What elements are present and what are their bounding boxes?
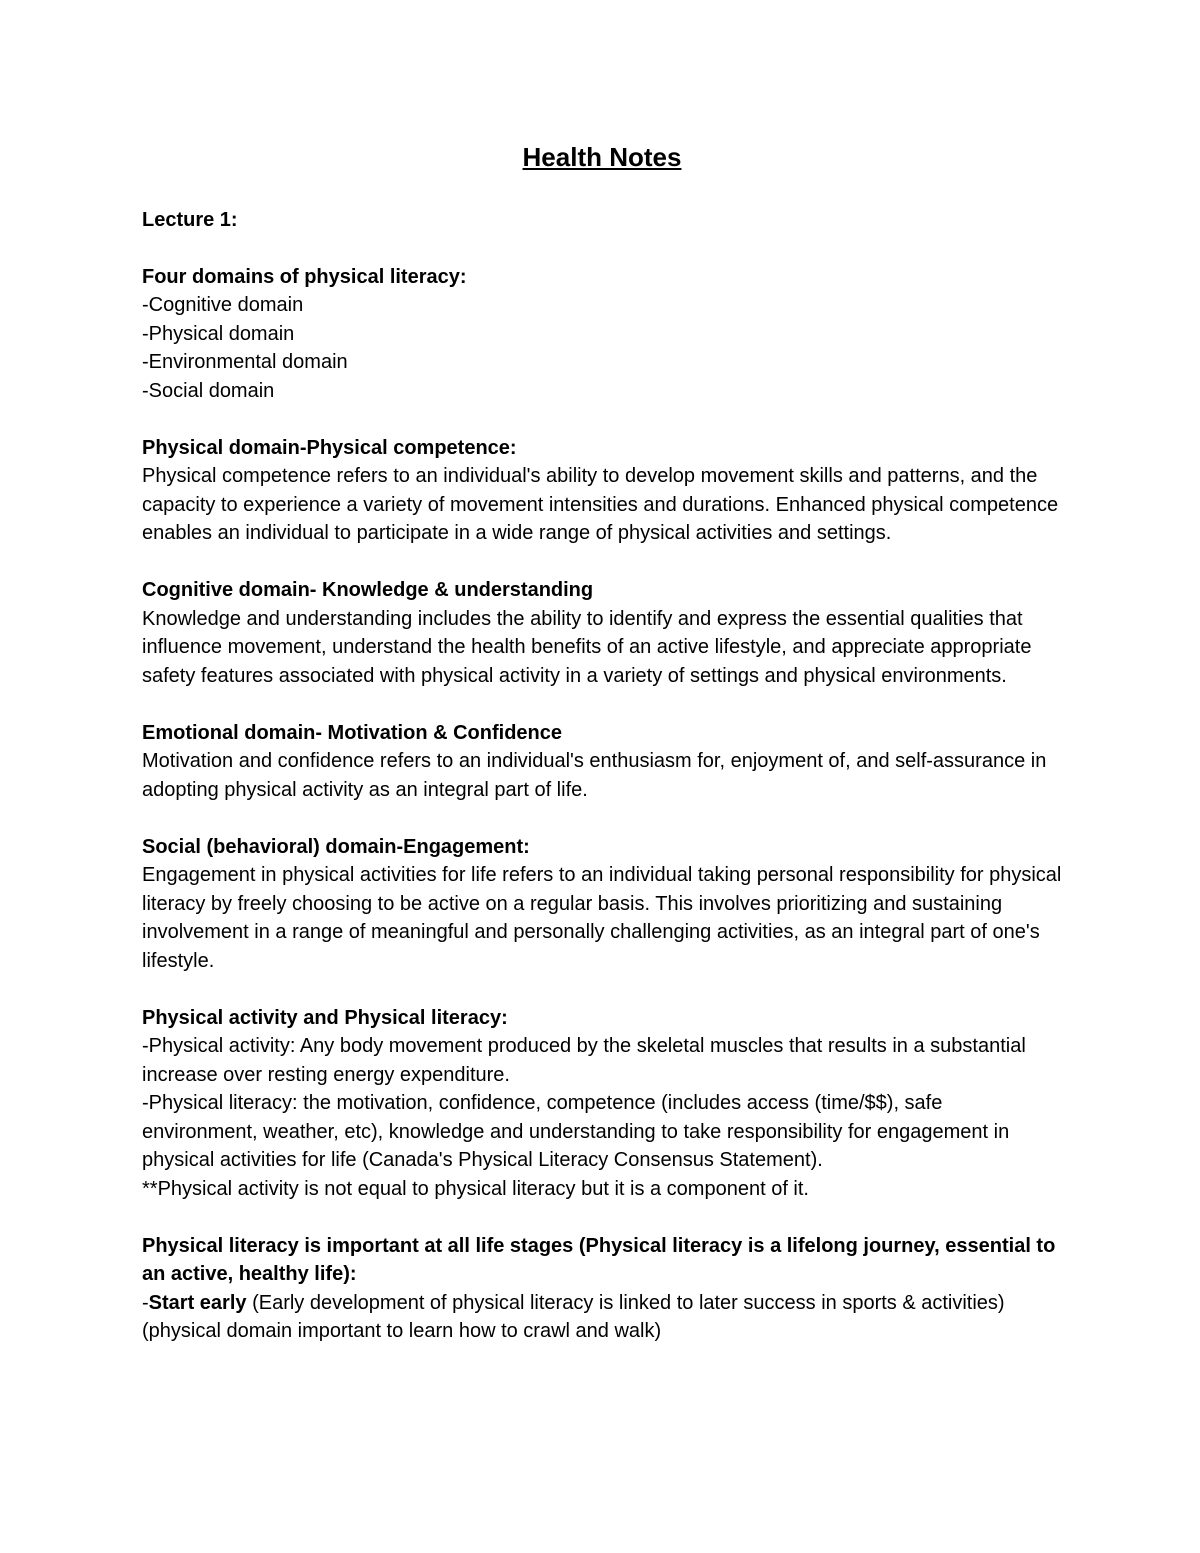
- lecture-label: Lecture 1:: [142, 209, 238, 231]
- section-body: Physical competence refers to an individual's ability to develop movement skills and patterns, and the capacity to experience a variety of movement intensities and durations. Enhanced physical competence enables an individual to participate in a wide range of physical activities and settings.: [142, 465, 1059, 544]
- list-item: -Environmental domain: [142, 351, 348, 373]
- section-heading: Physical activity and Physical literacy:: [142, 1006, 508, 1029]
- item-bold-label: Start early: [148, 1291, 247, 1314]
- list-item: -Social domain: [142, 379, 275, 402]
- section-heading: Social (behavioral) domain-Engagement:: [142, 835, 530, 858]
- section-cognitive-domain: [142, 576, 1062, 690]
- definition-line: -Physical literacy: the motivation, confidence, competence (includes access (time/$$), safe environment, weather, etc), knowledge and understanding to take responsibility for engagement in physical activities for life (Canada's Physical Literacy Consensus Statement).: [142, 1092, 1010, 1171]
- item-prefix: -: [142, 1291, 149, 1314]
- section-body: Knowledge and understanding includes the ability to identify and express the essential qualities that influence movement, understand the health benefits of an active lifestyle, and appreciate appropriate safety features associated with physical activity in a variety of settings and physical environments.: [142, 607, 1032, 687]
- section-activity-literacy: [142, 1004, 1062, 1204]
- section-heading: Emotional domain- Motivation & Confidence: [142, 721, 562, 744]
- list-item: -Cognitive domain: [142, 294, 304, 316]
- section-emotional-domain: [142, 719, 1062, 805]
- document-page: [142, 138, 1062, 1374]
- section-body: Motivation and confidence refers to an individual's enthusiasm for, enjoyment of, and self-assurance in adopting physical activity as an integral part of life.: [142, 750, 1047, 801]
- section-heading: Four domains of physical literacy:: [142, 265, 467, 288]
- section-heading: Cognitive domain- Knowledge & understanding: [142, 579, 594, 601]
- section-social-domain: [142, 833, 1062, 976]
- section-four-domains: [142, 263, 1062, 406]
- section-heading: Physical literacy is important at all life stages (Physical literacy is a lifelong journey, essential to an active, healthy life):: [142, 1234, 1056, 1285]
- definition-line: -Physical activity: Any body movement produced by the skeletal muscles that results in a substantial increase over resting energy expenditure.: [142, 1035, 1026, 1086]
- section-body: Engagement in physical activities for life refers to an individual taking personal responsibility for physical literacy by freely choosing to be active on a regular basis. This involves prioritizing and sustaining involvement in a range of meaningful and personally challenging activities, as an integral part of one's lifestyle.: [142, 864, 1062, 972]
- section-heading: Physical domain-Physical competence:: [142, 436, 517, 459]
- note-line: **Physical activity is not equal to physical literacy but it is a component of it.: [142, 1177, 809, 1200]
- list-item: -Physical domain: [142, 322, 295, 345]
- document-title: Health Notes: [522, 142, 682, 172]
- list-item: [142, 1289, 1062, 1346]
- section-life-stages: [142, 1232, 1062, 1346]
- section-physical-domain: [142, 434, 1062, 548]
- item-text: (Early development of physical literacy is linked to later success in sports & activities) (physical domain important to learn how to crawl and walk): [142, 1291, 1005, 1342]
